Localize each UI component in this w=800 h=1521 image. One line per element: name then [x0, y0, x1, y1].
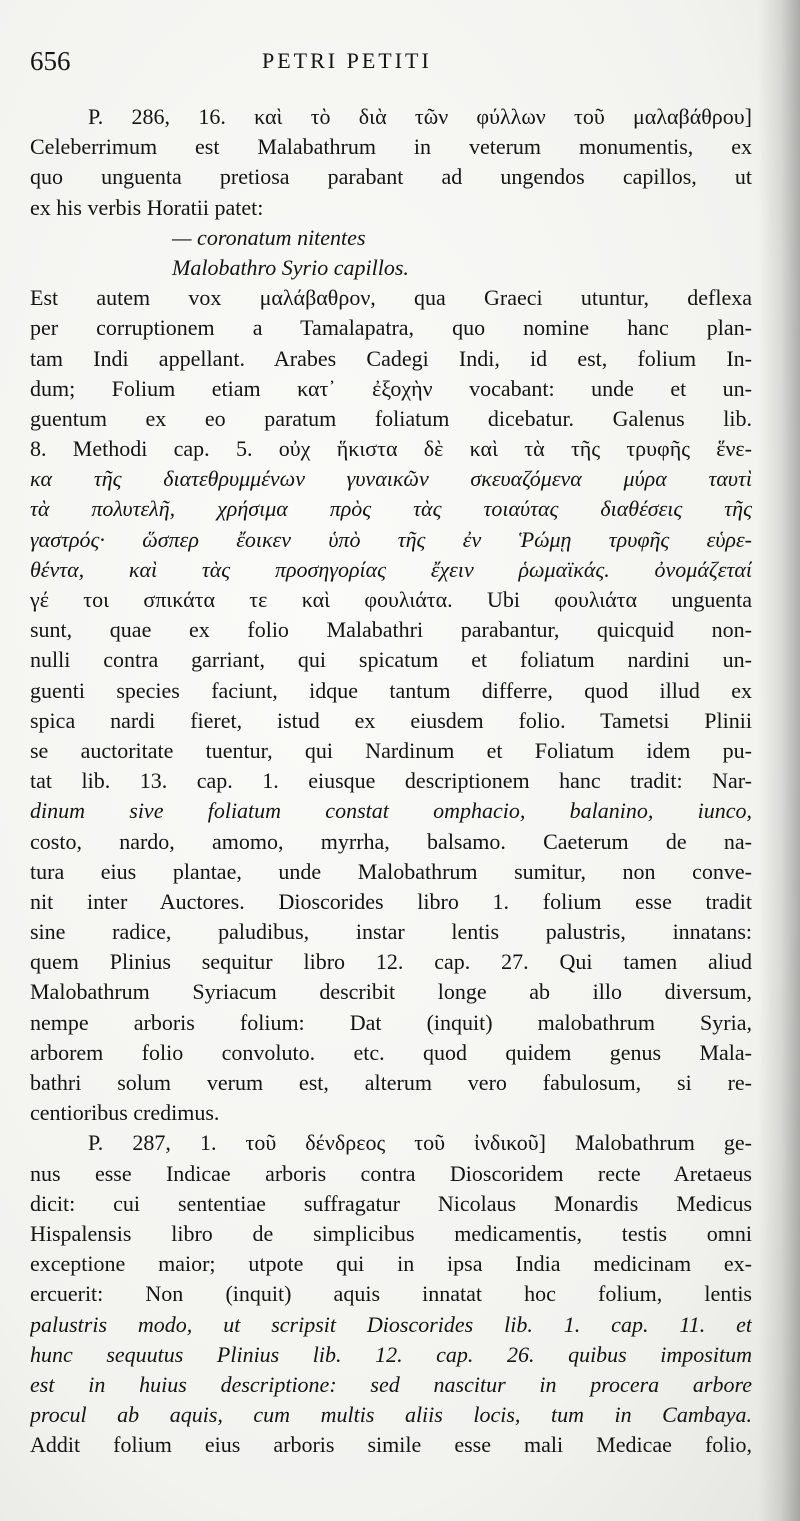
page-number: 656	[30, 46, 71, 76]
text-line: quem Plinius sequitur libro 12. cap. 27. Qui tamen aliud	[30, 949, 752, 975]
text-line: Malobathrum Syriacum describit longe ab illo diversum,	[30, 979, 752, 1005]
text-line: Celeberrimum est Malabathrum in veterum monumentis, ex	[30, 134, 752, 160]
text-line: P. 287, 1. τοῦ δένδρεος τοῦ ἰνδικοῦ] Malobathrum ge-	[88, 1130, 752, 1156]
text-line: dum; Folium etiam κατ᾽ ἐξοχὴν vocabant: unde et un-	[30, 375, 752, 401]
running-head: PETRI PETITI	[262, 48, 432, 73]
text-line: nit inter Auctores. Dioscorides libro 1. folium esse tradit	[30, 888, 752, 914]
text-line: costo, nardo, amomo, myrrha, balsamo. Caeterum de na-	[30, 828, 752, 854]
text-line: exceptione maior; utpote qui in ipsa India medicinam ex-	[30, 1251, 752, 1277]
text-line: ercuerit: Non (inquit) aquis innatat hoc folium, lentis	[30, 1281, 752, 1307]
text-line: ex his verbis Horatii patet:	[30, 194, 264, 220]
text-line: hunc sequutus Plinius lib. 12. cap. 26. quibus impositum	[30, 1341, 752, 1367]
text-line: est in huius descriptione: sed nascitur in procera arbore	[30, 1371, 752, 1397]
text-line: θέντα, καὶ τὰς προσηγορίας ἔχειν ῥωμαϊκάς. ὀνομάζεταί	[30, 556, 752, 582]
text-line: spica nardi fieret, istud ex eiusdem folio. Tametsi Plinii	[30, 707, 752, 733]
text-line: κα τῆς διατεθρυμμένων γυναικῶν σκευαζόμενα μύρα ταυτὶ	[30, 466, 752, 492]
text-line: tam Indi appellant. Arabes Cadegi Indi, id est, folium In-	[30, 345, 752, 371]
text-line: Addit folium eius arboris simile esse mali Medicae folio,	[30, 1432, 752, 1458]
text-line: per corruptionem a Tamalapatra, quo nomine hanc plan-	[30, 315, 752, 341]
text-line: — coronatum nitentes	[172, 224, 366, 250]
page-header	[30, 44, 750, 84]
text-line: dicit: cui sententiae suffragatur Nicolaus Monardis Medicus	[30, 1190, 752, 1216]
text-line: tat lib. 13. cap. 1. eiusque descriptionem hanc tradit: Nar-	[30, 768, 752, 794]
text-line: nus esse Indicae arboris contra Dioscoridem recte Aretaeus	[30, 1160, 752, 1186]
text-line: arborem folio convoluto. etc. quod quidem genus Mala-	[30, 1039, 752, 1065]
text-line: Malobathro Syrio capillos.	[172, 254, 409, 280]
text-line: dinum sive foliatum constat omphacio, balanino, iunco,	[30, 798, 752, 824]
text-line: Hispalensis libro de simplicibus medicamentis, testis omni	[30, 1220, 752, 1246]
text-line: tura eius plantae, unde Malobathrum sumitur, non conve-	[30, 858, 752, 884]
text-line: bathri solum verum est, alterum vero fabulosum, si re-	[30, 1070, 752, 1095]
text-line: sine radice, paludibus, instar lentis palustris, innatans:	[30, 919, 752, 945]
page-gutter-shadow	[758, 0, 800, 1521]
text-line: γαστρός· ὥσπερ ἔοικεν ὑπὸ τῆς ἐν Ῥώμῃ τρυφῆς εὑρε-	[30, 526, 752, 552]
text-line: palustris modo, ut scripsit Dioscorides lib. 1. cap. 11. et	[30, 1311, 752, 1337]
text-line: guentum ex eo paratum foliatum dicebatur. Galenus lib.	[30, 405, 752, 431]
text-line: procul ab aquis, cum multis aliis locis, tum in Cambaya.	[30, 1402, 752, 1428]
text-line: sunt, quae ex folio Malabathri parabantur, quicquid non-	[30, 617, 752, 643]
text-line: nempe arboris folium: Dat (inquit) malobathrum Syria,	[30, 1009, 752, 1035]
text-line: nulli contra garriant, qui spicatum et foliatum nardini un-	[30, 647, 752, 673]
text-line: τὰ πολυτελῆ, χρήσιμα πρὸς τὰς τοιαύτας διαθέσεις τῆς	[30, 496, 752, 522]
body-text	[30, 102, 752, 1460]
text-line: P. 286, 16. καὶ τὸ διὰ τῶν φύλλων τοῦ μαλαβάθρου]	[88, 104, 752, 129]
text-line: 8. Methodi cap. 5. οὐχ ἥκιστα δὲ καὶ τὰ τῆς τρυφῆς ἕνε-	[30, 436, 752, 462]
text-line: guenti species faciunt, idque tantum differre, quod illud ex	[30, 677, 752, 703]
text-line: quo unguenta pretiosa parabant ad ungendos capillos, ut	[30, 164, 752, 190]
text-line: se auctoritate tuentur, qui Nardinum et Foliatum idem pu-	[30, 737, 752, 763]
text-line: γέ τοι σπικάτα τε καὶ φουλιάτα. Ubi φουλιάτα unguenta	[30, 587, 752, 612]
text-line: centioribus credimus.	[30, 1100, 220, 1126]
text-line: Est autem vox μαλάβαθρον, qua Graeci utuntur, deflexa	[30, 285, 752, 311]
